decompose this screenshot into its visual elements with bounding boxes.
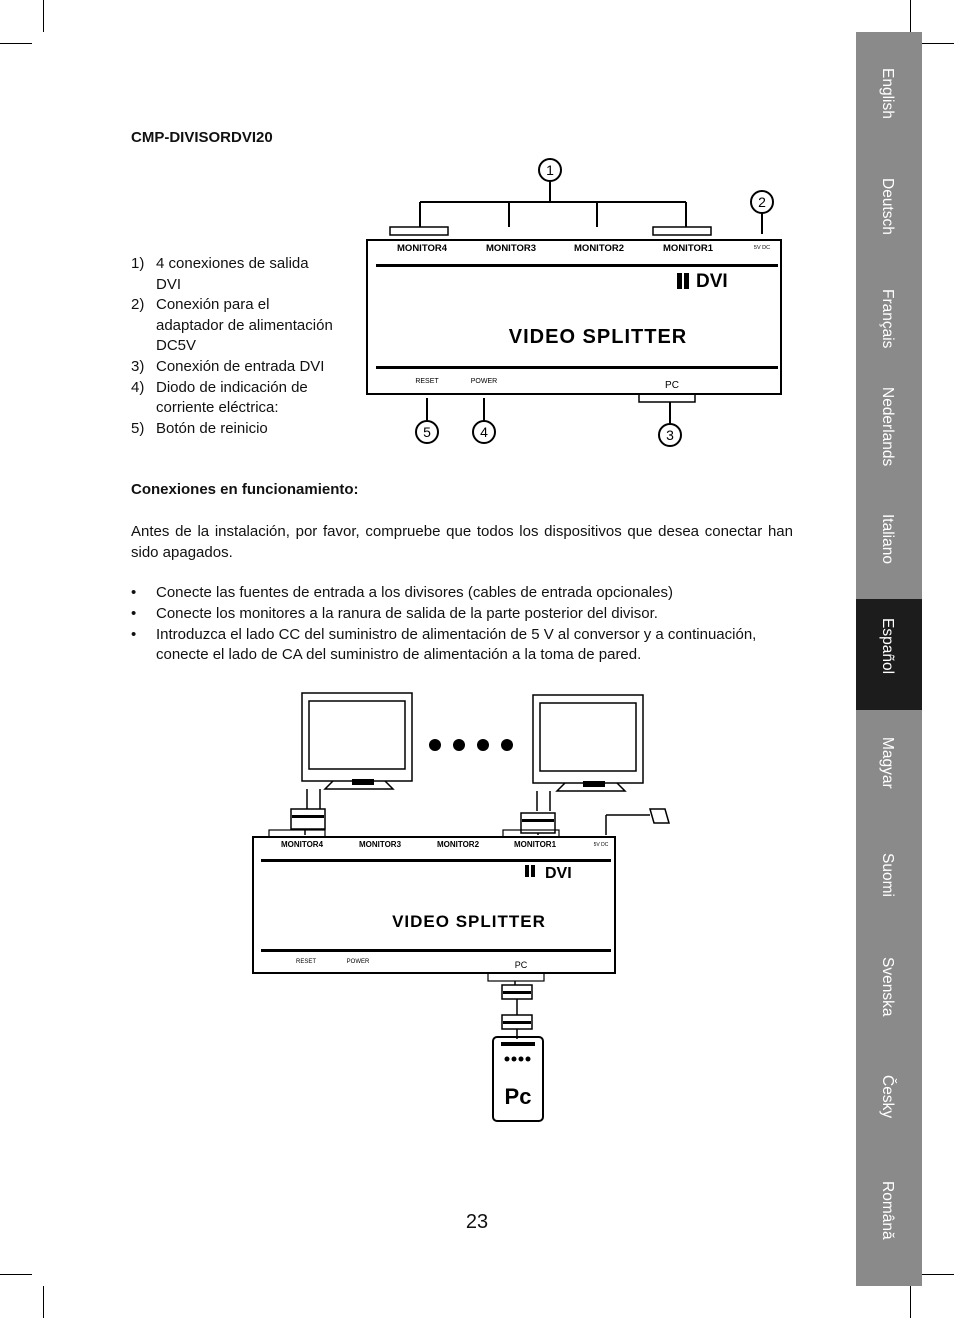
power-label: 5V DC (753, 245, 771, 251)
callout-4: 4 (480, 424, 488, 440)
callout-5: 5 (423, 424, 431, 440)
list-item: 2) Conexión para el adaptador de alimentación DC5V (131, 296, 333, 355)
crop-mark (43, 1286, 44, 1318)
dvi-logo: DVI (545, 865, 572, 882)
intro-paragraph: Antes de la instalación, por favor, compruebe que todos los dispositivos que desea conectar han sido apagados. (131, 523, 793, 561)
product-name: VIDEO SPLITTER (508, 326, 688, 348)
language-tabs: English Deutsch Français Nederlands Italiano Español Magyar Suomi Svenska Česky Română (856, 32, 922, 1286)
section-title: Conexiones en funcionamiento: (131, 481, 359, 498)
port-label: MONITOR4 (397, 243, 447, 254)
feature-list (131, 254, 336, 439)
tab-espanol[interactable]: Español (856, 599, 922, 710)
reset-label: RESET (295, 959, 317, 965)
crop-mark (0, 1274, 32, 1275)
port-label: MONITOR1 (663, 243, 713, 254)
splitter-diagram (360, 150, 790, 455)
crop-mark (910, 0, 911, 32)
port-label: MONITOR3 (486, 243, 536, 254)
callout-1: 1 (546, 162, 554, 178)
list-item: 3) Conexión de entrada DVI (131, 357, 325, 375)
list-item: 5) Botón de reinicio (131, 419, 268, 437)
pc-port-label: PC (665, 380, 679, 391)
crop-mark (910, 1286, 911, 1318)
model-title: CMP-DIVISORDVI20 (131, 129, 273, 146)
pc-label: Pc (504, 1084, 532, 1109)
port-label: MONITOR3 (358, 840, 402, 849)
pc-port-label: PC (514, 960, 528, 970)
reset-label: RESET (415, 378, 439, 385)
list-item: • Introduzca el lado CC del suministro de alimentación de 5 V al conversor y a continuación, conecte el lado de CA del suministro de alimentación a la toma de pared. (131, 625, 757, 664)
list-item: 1) 4 conexiones de salida DVI (131, 255, 309, 293)
connection-diagram (245, 685, 685, 1130)
power-led-label: POWER (470, 378, 498, 385)
crop-mark (922, 43, 954, 44)
power-label: 5V DC (593, 842, 609, 848)
dvi-logo: DVI (696, 271, 728, 292)
list-item: 4) Diodo de indicación de corriente eléctrica: (131, 378, 308, 417)
power-led-label: POWER (346, 959, 370, 965)
list-item: • Conecte los monitores a la ranura de salida de la parte posterior del divisor. (131, 604, 658, 622)
port-label: MONITOR2 (436, 840, 480, 849)
callout-3: 3 (666, 427, 674, 443)
instruction-list (131, 583, 796, 666)
port-label: MONITOR1 (513, 840, 557, 849)
product-name: VIDEO SPLITTER (392, 912, 546, 931)
list-item: • Conecte las fuentes de entrada a los divisores (cables de entrada opcionales) (131, 584, 673, 601)
crop-mark (0, 43, 32, 44)
crop-mark (43, 0, 44, 32)
callout-2: 2 (758, 194, 766, 210)
crop-mark (922, 1274, 954, 1275)
port-label: MONITOR2 (574, 243, 624, 254)
page-number: 23 (465, 1211, 489, 1233)
port-label: MONITOR4 (280, 840, 324, 849)
